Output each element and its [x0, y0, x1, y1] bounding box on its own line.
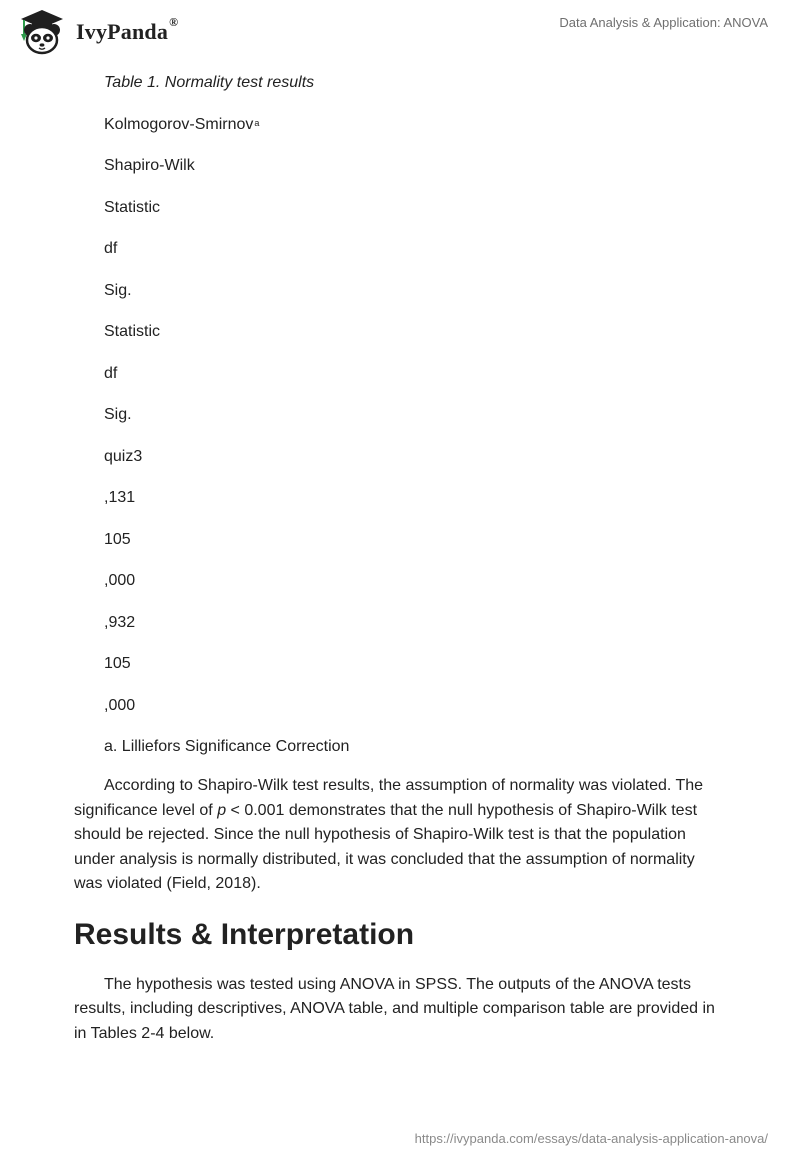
paragraph-text: < 0.001 demonstrates that the null hypothesis of Shapiro-Wilk test should be rejected. Since the null hypothesis of Shapiro-Wilk test is that the population under analysis is normally distributed, it was concluded that the assumption of normality was violated (Field, 2018). — [74, 801, 698, 892]
results-paragraph: The hypothesis was tested using ANOVA in SPSS. The outputs of the ANOVA tests results, including descriptives, ANOVA table, and multiple comparison table are provided in in Tables 2-4 below. — [74, 975, 715, 1042]
table-cell: df — [104, 240, 118, 257]
table-caption: Table 1. Normality test results — [104, 74, 315, 91]
logo-wordmark — [76, 15, 179, 45]
table-cell: ,932 — [104, 613, 136, 631]
table-cell: 105 — [104, 655, 131, 672]
table-cell-text: Kolmogorov-Smirnov — [104, 115, 254, 133]
document-title: Data Analysis & Application: ANOVA — [559, 15, 768, 30]
table-cell: 105 — [104, 530, 131, 548]
p-symbol: p — [217, 801, 227, 819]
table-cell: df — [104, 364, 118, 382]
logo-wordmark-text: IvyPanda — [76, 19, 169, 44]
table-footnote: a. Lilliefors Significance Correction — [104, 738, 350, 755]
table-cell: Sig. — [104, 406, 132, 423]
site-logo[interactable] — [16, 8, 178, 56]
panda-graduate-icon — [16, 8, 68, 56]
table-cell: quiz3 — [104, 447, 143, 465]
table-cell — [104, 112, 724, 138]
document-body — [74, 70, 724, 1046]
section-heading: Results & Interpretation — [74, 917, 415, 951]
table-cell: Statistic — [104, 323, 161, 340]
paragraph-text: According to Shapiro-Wilk test results, the assumption of normality was violated. The significance level of — [74, 777, 704, 819]
normality-table-cells — [74, 112, 724, 761]
table-cell: Sig. — [104, 281, 132, 299]
table-cell: ,131 — [104, 489, 136, 506]
page-header — [0, 0, 800, 66]
source-url[interactable]: https://ivypanda.com/essays/data-analysis-application-anova/ — [414, 1131, 768, 1146]
normality-paragraph — [74, 774, 724, 897]
footnote-marker: a — [254, 117, 260, 128]
table-cell: ,000 — [104, 696, 136, 714]
table-cell: ,000 — [104, 572, 136, 589]
registered-mark: ® — [169, 15, 179, 29]
table-cell: Shapiro-Wilk — [104, 157, 195, 174]
table-cell: Statistic — [104, 198, 161, 216]
